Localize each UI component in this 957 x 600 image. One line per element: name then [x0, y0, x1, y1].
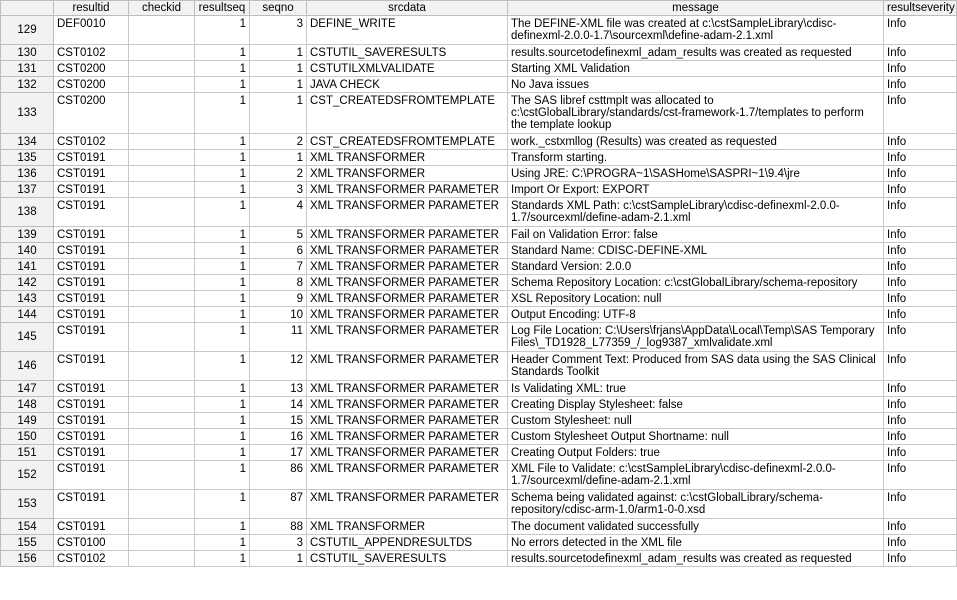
cell-resultseq[interactable]: 1 [195, 352, 250, 381]
cell-resultseverity[interactable]: Info [884, 93, 957, 134]
row-number[interactable]: 147 [1, 381, 54, 397]
table-row[interactable] [1, 519, 957, 535]
cell-seqno[interactable]: 3 [250, 182, 307, 198]
cell-message[interactable]: The SAS libref csttmplt was allocated to c:\cstGlobalLibrary/standards/cst-framework-1.7/templates to perform the template lookup [508, 93, 884, 134]
cell-message[interactable]: Creating Output Folders: true [508, 445, 884, 461]
column-header-srcdata[interactable]: srcdata [307, 1, 508, 16]
cell-srcdata[interactable]: CSTUTIL_APPENDRESULTDS [307, 535, 508, 551]
cell-resultid[interactable]: CST0191 [54, 243, 129, 259]
cell-resultid[interactable]: CST0191 [54, 397, 129, 413]
cell-seqno[interactable]: 3 [250, 535, 307, 551]
row-number[interactable]: 141 [1, 259, 54, 275]
column-header-resultseverity[interactable]: resultseverity [884, 1, 957, 16]
cell-message[interactable]: Is Validating XML: true [508, 381, 884, 397]
cell-resultseverity[interactable]: Info [884, 275, 957, 291]
cell-checkid[interactable] [129, 490, 195, 519]
cell-seqno[interactable]: 9 [250, 291, 307, 307]
cell-resultid[interactable]: CST0191 [54, 352, 129, 381]
cell-checkid[interactable] [129, 275, 195, 291]
cell-seqno[interactable]: 1 [250, 93, 307, 134]
cell-srcdata[interactable]: DEFINE_WRITE [307, 16, 508, 45]
cell-resultseq[interactable]: 1 [195, 551, 250, 567]
cell-srcdata[interactable]: CST_CREATEDSFROMTEMPLATE [307, 134, 508, 150]
cell-resultseverity[interactable]: Info [884, 243, 957, 259]
cell-resultid[interactable]: CST0191 [54, 490, 129, 519]
cell-resultseq[interactable]: 1 [195, 45, 250, 61]
cell-resultseverity[interactable]: Info [884, 352, 957, 381]
cell-srcdata[interactable]: XML TRANSFORMER PARAMETER [307, 429, 508, 445]
column-header-resultseq[interactable]: resultseq [195, 1, 250, 16]
cell-resultseverity[interactable]: Info [884, 535, 957, 551]
table-row[interactable] [1, 397, 957, 413]
row-number[interactable]: 152 [1, 461, 54, 490]
cell-resultid[interactable]: CST0191 [54, 182, 129, 198]
table-row[interactable] [1, 93, 957, 134]
cell-resultseverity[interactable]: Info [884, 227, 957, 243]
cell-resultseverity[interactable]: Info [884, 397, 957, 413]
cell-checkid[interactable] [129, 93, 195, 134]
cell-resultid[interactable]: CST0191 [54, 307, 129, 323]
cell-resultseq[interactable]: 1 [195, 307, 250, 323]
cell-resultseverity[interactable]: Info [884, 551, 957, 567]
cell-checkid[interactable] [129, 182, 195, 198]
cell-srcdata[interactable]: XML TRANSFORMER PARAMETER [307, 198, 508, 227]
table-row[interactable] [1, 429, 957, 445]
cell-resultseverity[interactable]: Info [884, 381, 957, 397]
cell-message[interactable]: work._cstxmllog (Results) was created as requested [508, 134, 884, 150]
table-row[interactable] [1, 182, 957, 198]
table-row[interactable] [1, 291, 957, 307]
cell-checkid[interactable] [129, 535, 195, 551]
cell-srcdata[interactable]: XML TRANSFORMER PARAMETER [307, 275, 508, 291]
row-number[interactable]: 138 [1, 198, 54, 227]
cell-message[interactable]: Schema Repository Location: c:\cstGlobalLibrary/schema-repository [508, 275, 884, 291]
cell-resultid[interactable]: CST0191 [54, 323, 129, 352]
table-row[interactable] [1, 352, 957, 381]
cell-message[interactable]: XSL Repository Location: null [508, 291, 884, 307]
cell-resultseq[interactable]: 1 [195, 150, 250, 166]
row-number[interactable]: 156 [1, 551, 54, 567]
cell-seqno[interactable]: 13 [250, 381, 307, 397]
cell-seqno[interactable]: 14 [250, 397, 307, 413]
cell-message[interactable]: Fail on Validation Error: false [508, 227, 884, 243]
cell-resultid[interactable]: CST0200 [54, 61, 129, 77]
table-row[interactable] [1, 307, 957, 323]
cell-resultseverity[interactable]: Info [884, 134, 957, 150]
cell-resultid[interactable]: CST0191 [54, 275, 129, 291]
table-row[interactable] [1, 198, 957, 227]
cell-message[interactable]: Standard Name: CDISC-DEFINE-XML [508, 243, 884, 259]
cell-seqno[interactable]: 5 [250, 227, 307, 243]
cell-resultid[interactable]: CST0191 [54, 198, 129, 227]
cell-checkid[interactable] [129, 397, 195, 413]
cell-srcdata[interactable]: XML TRANSFORMER PARAMETER [307, 323, 508, 352]
cell-srcdata[interactable]: CST_CREATEDSFROMTEMPLATE [307, 93, 508, 134]
table-row[interactable] [1, 134, 957, 150]
column-header-resultid[interactable]: resultid [54, 1, 129, 16]
cell-resultseverity[interactable]: Info [884, 429, 957, 445]
cell-resultseq[interactable]: 1 [195, 259, 250, 275]
cell-message[interactable]: Using JRE: C:\PROGRA~1\SASHome\SASPRI~1\9.4\jre [508, 166, 884, 182]
table-row[interactable] [1, 445, 957, 461]
cell-message[interactable]: The document validated successfully [508, 519, 884, 535]
cell-resultid[interactable]: CST0191 [54, 259, 129, 275]
cell-checkid[interactable] [129, 198, 195, 227]
cell-srcdata[interactable]: XML TRANSFORMER PARAMETER [307, 397, 508, 413]
cell-resultseverity[interactable]: Info [884, 166, 957, 182]
row-number[interactable]: 146 [1, 352, 54, 381]
cell-checkid[interactable] [129, 291, 195, 307]
cell-checkid[interactable] [129, 551, 195, 567]
cell-seqno[interactable]: 12 [250, 352, 307, 381]
cell-seqno[interactable]: 10 [250, 307, 307, 323]
cell-seqno[interactable]: 15 [250, 413, 307, 429]
cell-checkid[interactable] [129, 227, 195, 243]
cell-resultseverity[interactable]: Info [884, 461, 957, 490]
corner-cell[interactable] [1, 1, 54, 16]
cell-message[interactable]: No errors detected in the XML file [508, 535, 884, 551]
row-number[interactable]: 135 [1, 150, 54, 166]
cell-message[interactable]: results.sourcetodefinexml_adam_results was created as requested [508, 45, 884, 61]
table-row[interactable] [1, 61, 957, 77]
cell-resultseq[interactable]: 1 [195, 323, 250, 352]
header-row [1, 1, 957, 16]
cell-srcdata[interactable]: XML TRANSFORMER PARAMETER [307, 381, 508, 397]
row-number[interactable]: 133 [1, 93, 54, 134]
cell-seqno[interactable]: 1 [250, 150, 307, 166]
cell-resultseq[interactable]: 1 [195, 275, 250, 291]
cell-seqno[interactable]: 1 [250, 551, 307, 567]
table-row[interactable] [1, 461, 957, 490]
table-row[interactable] [1, 16, 957, 45]
cell-resultseq[interactable]: 1 [195, 291, 250, 307]
cell-srcdata[interactable]: XML TRANSFORMER PARAMETER [307, 227, 508, 243]
row-number[interactable]: 154 [1, 519, 54, 535]
cell-resultid[interactable]: CST0191 [54, 381, 129, 397]
cell-resultseq[interactable]: 1 [195, 16, 250, 45]
row-number[interactable]: 151 [1, 445, 54, 461]
cell-resultseq[interactable]: 1 [195, 429, 250, 445]
cell-resultseq[interactable]: 1 [195, 243, 250, 259]
cell-checkid[interactable] [129, 429, 195, 445]
cell-seqno[interactable]: 2 [250, 134, 307, 150]
cell-resultid[interactable]: CST0100 [54, 535, 129, 551]
cell-resultseq[interactable]: 1 [195, 61, 250, 77]
row-number[interactable]: 140 [1, 243, 54, 259]
cell-srcdata[interactable]: XML TRANSFORMER PARAMETER [307, 243, 508, 259]
cell-resultid[interactable]: CST0191 [54, 166, 129, 182]
cell-seqno[interactable]: 7 [250, 259, 307, 275]
cell-checkid[interactable] [129, 461, 195, 490]
cell-srcdata[interactable]: CSTUTIL_SAVERESULTS [307, 45, 508, 61]
cell-checkid[interactable] [129, 150, 195, 166]
cell-srcdata[interactable]: XML TRANSFORMER PARAMETER [307, 259, 508, 275]
cell-message[interactable]: Output Encoding: UTF-8 [508, 307, 884, 323]
column-header-seqno[interactable]: seqno [250, 1, 307, 16]
table-row[interactable] [1, 323, 957, 352]
cell-seqno[interactable]: 2 [250, 166, 307, 182]
cell-message[interactable]: results.sourcetodefinexml_adam_results was created as requested [508, 551, 884, 567]
cell-srcdata[interactable]: XML TRANSFORMER PARAMETER [307, 352, 508, 381]
cell-checkid[interactable] [129, 381, 195, 397]
cell-resultseq[interactable]: 1 [195, 93, 250, 134]
cell-resultseverity[interactable]: Info [884, 519, 957, 535]
cell-resultseq[interactable]: 1 [195, 198, 250, 227]
row-number[interactable]: 130 [1, 45, 54, 61]
cell-checkid[interactable] [129, 259, 195, 275]
cell-checkid[interactable] [129, 323, 195, 352]
cell-resultseq[interactable]: 1 [195, 166, 250, 182]
cell-resultseverity[interactable]: Info [884, 259, 957, 275]
cell-message[interactable]: Transform starting. [508, 150, 884, 166]
cell-seqno[interactable]: 11 [250, 323, 307, 352]
row-number[interactable]: 134 [1, 134, 54, 150]
table-row[interactable] [1, 45, 957, 61]
cell-message[interactable]: Starting XML Validation [508, 61, 884, 77]
cell-resultid[interactable]: CST0191 [54, 461, 129, 490]
cell-srcdata[interactable]: XML TRANSFORMER [307, 166, 508, 182]
row-number[interactable]: 143 [1, 291, 54, 307]
cell-resultseverity[interactable]: Info [884, 445, 957, 461]
table-row[interactable] [1, 77, 957, 93]
row-number[interactable]: 139 [1, 227, 54, 243]
cell-srcdata[interactable]: XML TRANSFORMER PARAMETER [307, 461, 508, 490]
cell-srcdata[interactable]: XML TRANSFORMER PARAMETER [307, 413, 508, 429]
cell-srcdata[interactable]: XML TRANSFORMER PARAMETER [307, 445, 508, 461]
cell-seqno[interactable]: 4 [250, 198, 307, 227]
cell-resultseverity[interactable]: Info [884, 307, 957, 323]
cell-message[interactable]: Standards XML Path: c:\cstSampleLibrary\cdisc-definexml-2.0.0-1.7/sourcexml/define-adam-2.1.xml [508, 198, 884, 227]
cell-seqno[interactable]: 87 [250, 490, 307, 519]
cell-message[interactable]: Import Or Export: EXPORT [508, 182, 884, 198]
cell-message[interactable]: No Java issues [508, 77, 884, 93]
cell-resultseverity[interactable]: Info [884, 323, 957, 352]
cell-srcdata[interactable]: XML TRANSFORMER [307, 150, 508, 166]
cell-seqno[interactable]: 17 [250, 445, 307, 461]
cell-resultid[interactable]: CST0191 [54, 519, 129, 535]
cell-checkid[interactable] [129, 166, 195, 182]
table-row[interactable] [1, 243, 957, 259]
cell-resultid[interactable]: CST0102 [54, 551, 129, 567]
row-number[interactable]: 150 [1, 429, 54, 445]
table-row[interactable] [1, 166, 957, 182]
table-row[interactable] [1, 551, 957, 567]
cell-checkid[interactable] [129, 243, 195, 259]
row-number[interactable]: 136 [1, 166, 54, 182]
cell-resultid[interactable]: CST0191 [54, 445, 129, 461]
cell-resultseq[interactable]: 1 [195, 77, 250, 93]
cell-resultseq[interactable]: 1 [195, 381, 250, 397]
cell-checkid[interactable] [129, 519, 195, 535]
cell-message[interactable]: The DEFINE-XML file was created at c:\cstSampleLibrary\cdisc-definexml-2.0.0-1.7\sourcexml\define-adam-2.1.xml [508, 16, 884, 45]
cell-resultseverity[interactable]: Info [884, 182, 957, 198]
column-header-checkid[interactable]: checkid [129, 1, 195, 16]
cell-resultid[interactable]: CST0191 [54, 429, 129, 445]
column-header-message[interactable]: message [508, 1, 884, 16]
cell-resultseq[interactable]: 1 [195, 535, 250, 551]
row-number[interactable]: 142 [1, 275, 54, 291]
cell-resultseq[interactable]: 1 [195, 134, 250, 150]
cell-message[interactable]: Schema being validated against: c:\cstGlobalLibrary/schema-repository/cdisc-arm-1.0/arm1-0-0.xsd [508, 490, 884, 519]
cell-message[interactable]: Header Comment Text: Produced from SAS data using the SAS Clinical Standards Toolkit [508, 352, 884, 381]
table-body [1, 16, 957, 567]
row-number[interactable]: 148 [1, 397, 54, 413]
cell-srcdata[interactable]: XML TRANSFORMER PARAMETER [307, 490, 508, 519]
cell-seqno[interactable]: 88 [250, 519, 307, 535]
cell-resultseq[interactable]: 1 [195, 519, 250, 535]
cell-message[interactable]: Custom Stylesheet: null [508, 413, 884, 429]
cell-resultid[interactable]: CST0102 [54, 134, 129, 150]
row-number[interactable]: 149 [1, 413, 54, 429]
cell-seqno[interactable]: 16 [250, 429, 307, 445]
cell-checkid[interactable] [129, 16, 195, 45]
cell-resultid[interactable]: CST0191 [54, 150, 129, 166]
cell-checkid[interactable] [129, 61, 195, 77]
cell-resultseverity[interactable]: Info [884, 413, 957, 429]
cell-resultseq[interactable]: 1 [195, 397, 250, 413]
row-number[interactable]: 144 [1, 307, 54, 323]
cell-resultid[interactable]: CST0102 [54, 45, 129, 61]
cell-message[interactable]: Custom Stylesheet Output Shortname: null [508, 429, 884, 445]
cell-seqno[interactable]: 3 [250, 16, 307, 45]
cell-checkid[interactable] [129, 134, 195, 150]
cell-resultseq[interactable]: 1 [195, 461, 250, 490]
cell-seqno[interactable]: 6 [250, 243, 307, 259]
cell-resultseverity[interactable]: Info [884, 291, 957, 307]
cell-resultseq[interactable]: 1 [195, 182, 250, 198]
cell-message[interactable]: Log File Location: C:\Users\frjans\AppData\Local\Temp\SAS Temporary Files\_TD1928_L77359_/_log9387_xmlvalidate.xml [508, 323, 884, 352]
cell-checkid[interactable] [129, 45, 195, 61]
table-row[interactable] [1, 490, 957, 519]
cell-resultid[interactable]: CST0191 [54, 227, 129, 243]
cell-srcdata[interactable]: CSTUTIL_SAVERESULTS [307, 551, 508, 567]
table-row[interactable] [1, 381, 957, 397]
table-row[interactable] [1, 413, 957, 429]
row-number[interactable]: 145 [1, 323, 54, 352]
cell-resultseq[interactable]: 1 [195, 413, 250, 429]
cell-srcdata[interactable]: XML TRANSFORMER PARAMETER [307, 291, 508, 307]
cell-resultid[interactable]: CST0200 [54, 77, 129, 93]
cell-message[interactable]: Creating Display Stylesheet: false [508, 397, 884, 413]
cell-resultid[interactable]: CST0191 [54, 291, 129, 307]
table-row[interactable] [1, 275, 957, 291]
table-row[interactable] [1, 227, 957, 243]
row-number[interactable]: 132 [1, 77, 54, 93]
cell-resultseverity[interactable]: Info [884, 61, 957, 77]
cell-resultseq[interactable]: 1 [195, 227, 250, 243]
cell-checkid[interactable] [129, 445, 195, 461]
cell-resultseq[interactable]: 1 [195, 445, 250, 461]
row-number[interactable]: 155 [1, 535, 54, 551]
cell-resultseverity[interactable]: Info [884, 150, 957, 166]
cell-seqno[interactable]: 1 [250, 45, 307, 61]
cell-srcdata[interactable]: XML TRANSFORMER [307, 519, 508, 535]
cell-resultseq[interactable]: 1 [195, 490, 250, 519]
cell-resultseverity[interactable]: Info [884, 45, 957, 61]
cell-resultseverity[interactable]: Info [884, 77, 957, 93]
cell-resultseverity[interactable]: Info [884, 198, 957, 227]
cell-resultid[interactable]: CST0200 [54, 93, 129, 134]
cell-resultseverity[interactable]: Info [884, 16, 957, 45]
cell-checkid[interactable] [129, 77, 195, 93]
cell-srcdata[interactable]: JAVA CHECK [307, 77, 508, 93]
cell-srcdata[interactable]: XML TRANSFORMER PARAMETER [307, 182, 508, 198]
cell-message[interactable]: XML File to Validate: c:\cstSampleLibrary\cdisc-definexml-2.0.0-1.7/sourcexml/define-adam-2.1.xml [508, 461, 884, 490]
cell-resultseverity[interactable]: Info [884, 490, 957, 519]
cell-message[interactable]: Standard Version: 2.0.0 [508, 259, 884, 275]
table-row[interactable] [1, 150, 957, 166]
row-number[interactable]: 129 [1, 16, 54, 45]
cell-seqno[interactable]: 86 [250, 461, 307, 490]
row-number[interactable]: 137 [1, 182, 54, 198]
cell-checkid[interactable] [129, 307, 195, 323]
table-row[interactable] [1, 535, 957, 551]
row-number[interactable]: 131 [1, 61, 54, 77]
cell-resultid[interactable]: DEF0010 [54, 16, 129, 45]
cell-resultid[interactable]: CST0191 [54, 413, 129, 429]
cell-seqno[interactable]: 1 [250, 61, 307, 77]
cell-srcdata[interactable]: CSTUTILXMLVALIDATE [307, 61, 508, 77]
cell-seqno[interactable]: 8 [250, 275, 307, 291]
cell-srcdata[interactable]: XML TRANSFORMER PARAMETER [307, 307, 508, 323]
row-number[interactable]: 153 [1, 490, 54, 519]
cell-seqno[interactable]: 1 [250, 77, 307, 93]
cell-checkid[interactable] [129, 352, 195, 381]
table-row[interactable] [1, 259, 957, 275]
cell-checkid[interactable] [129, 413, 195, 429]
